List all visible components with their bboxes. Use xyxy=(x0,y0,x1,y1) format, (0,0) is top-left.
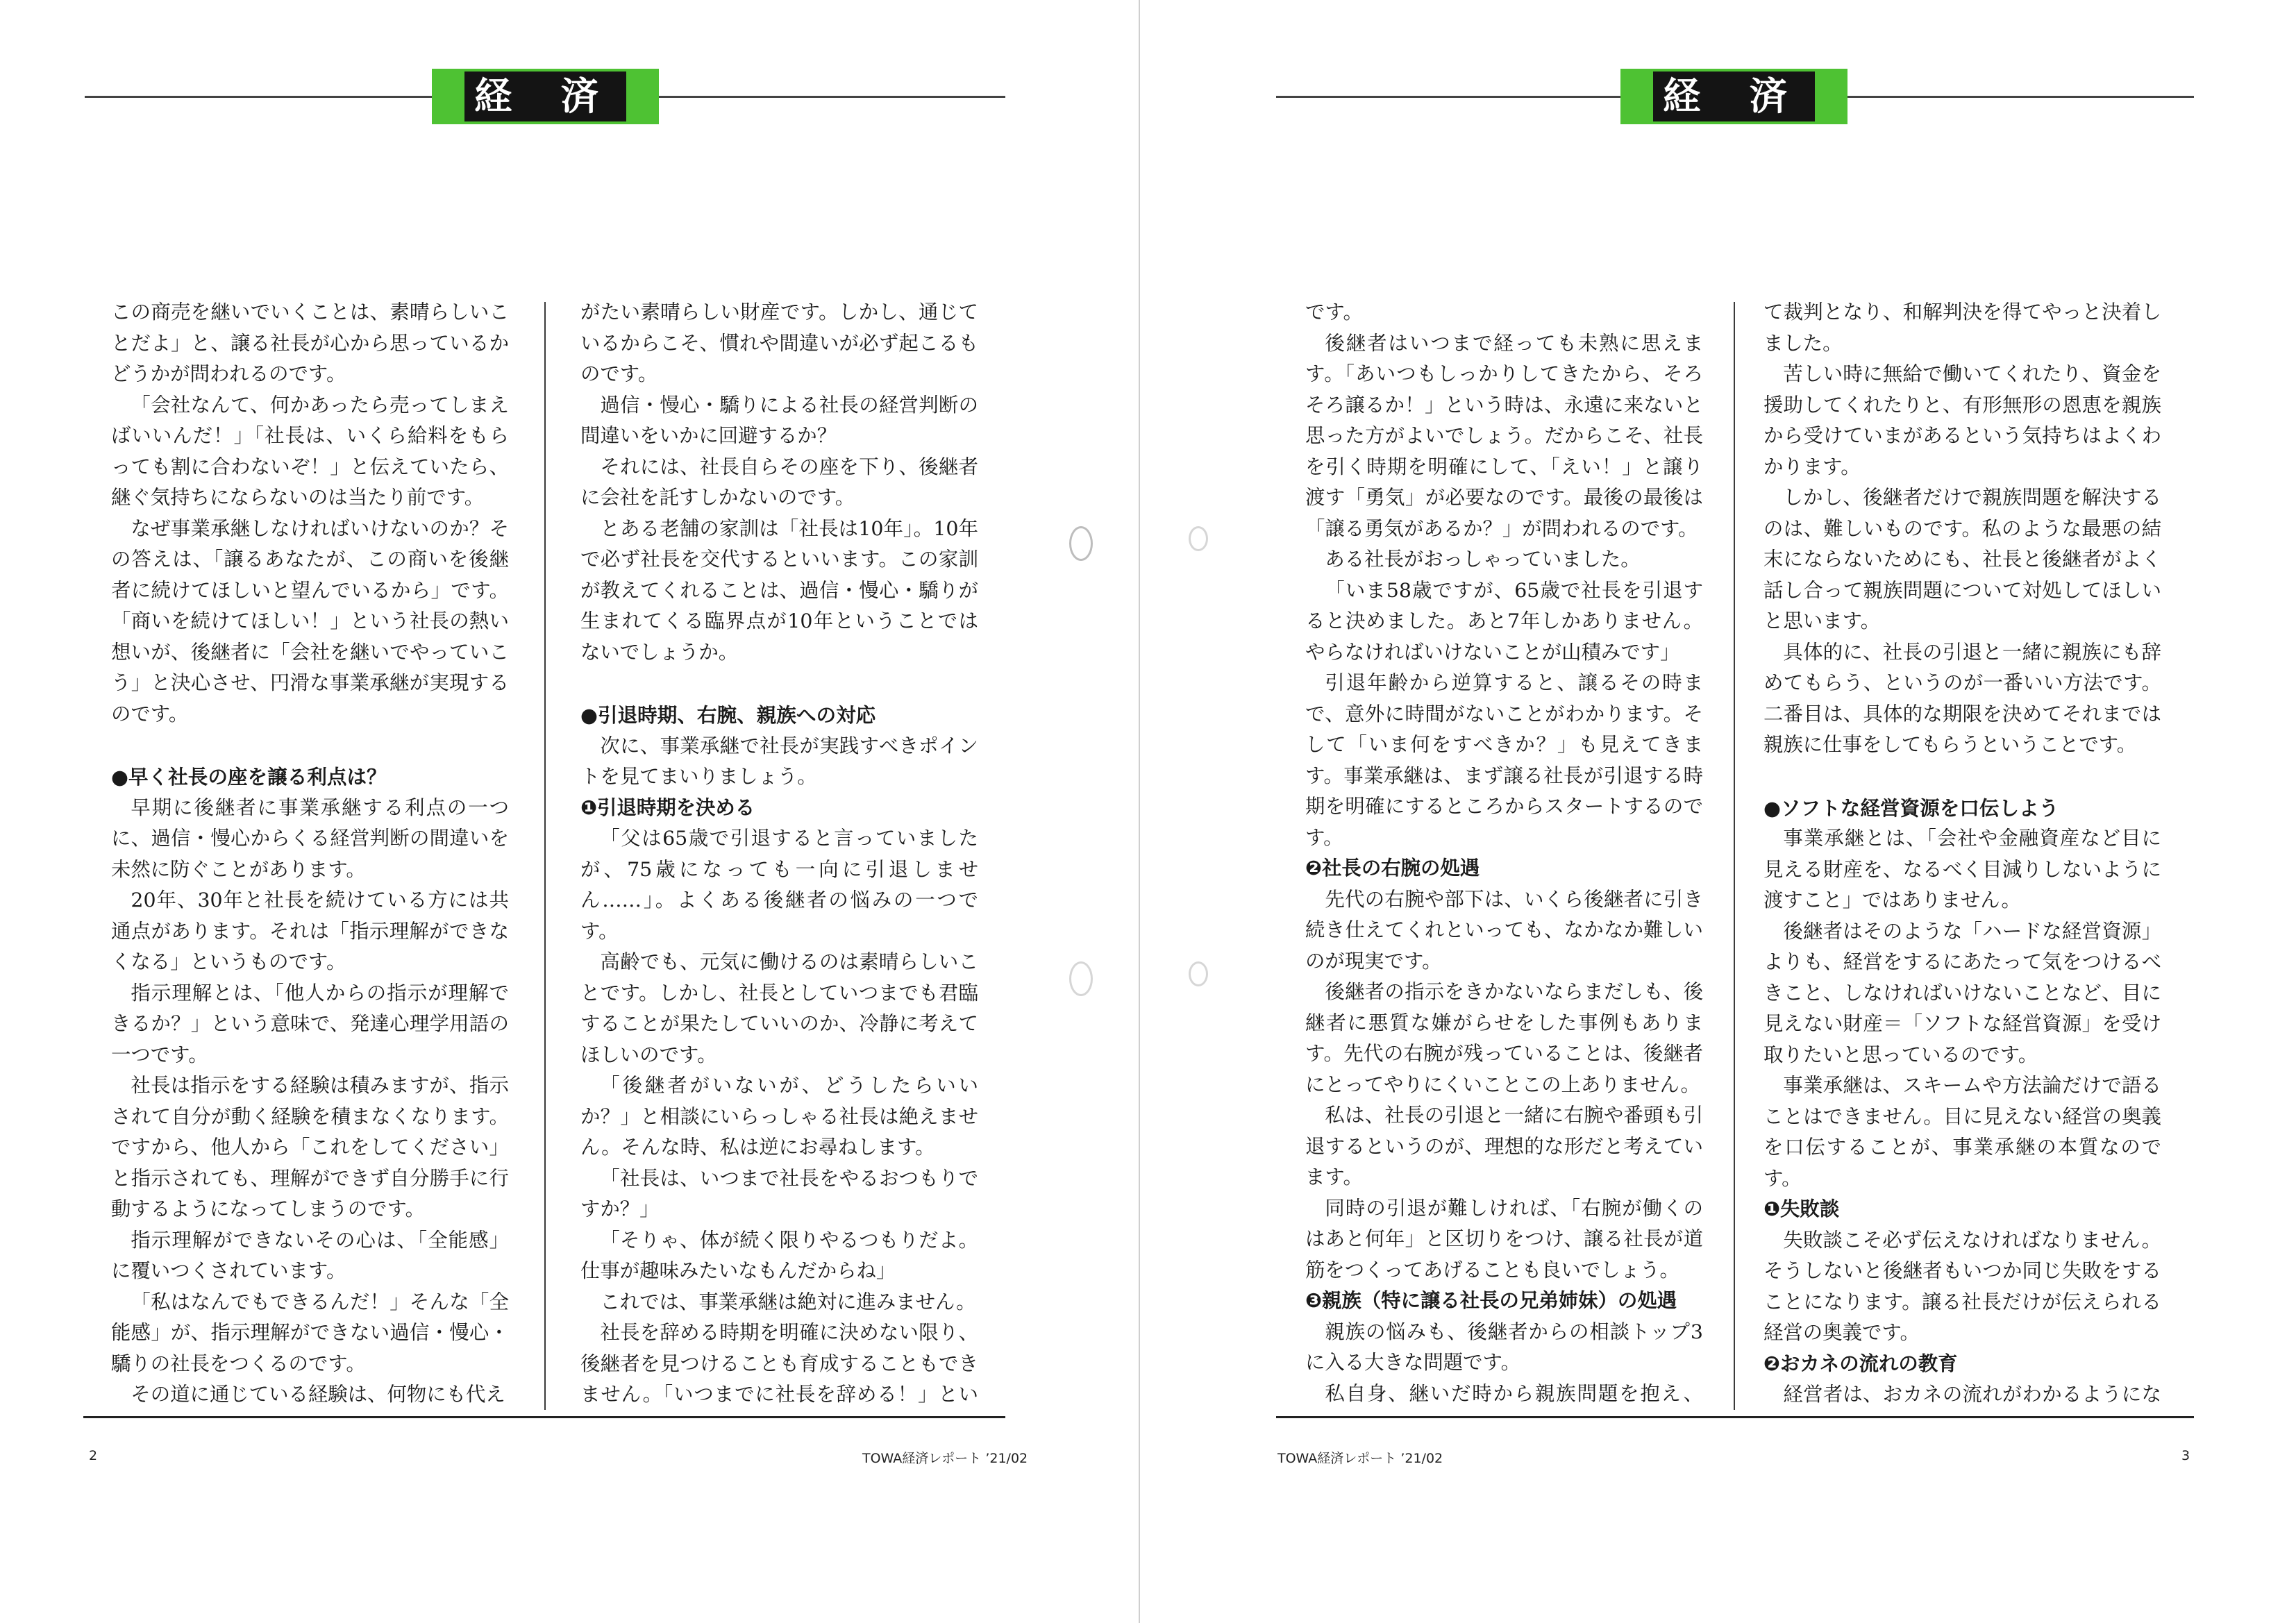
paragraph: です。 xyxy=(1305,301,1363,323)
paragraph: 同時の引退が難しければ、「右腕が働くのはあと何年」と区切りをつけ、譲る社長が道筋をつくってあげることも良いでしょう。 xyxy=(1305,1196,1703,1281)
paragraph: 親族の悩みも、後継者からの相談トップ3に入る大きな問題です。 xyxy=(1305,1320,1703,1374)
paragraph: 「そりゃ、体が続く限りやるつもりだよ。仕事が趣味みたいなもんだからね」 xyxy=(580,1228,978,1282)
section-badge xyxy=(432,69,659,124)
binding-hole-mark xyxy=(1189,961,1208,986)
paragraph: 次に、事業承継で社長が実践すべきポイントを見てまいりましょう。 xyxy=(580,734,978,788)
binding-hole-mark xyxy=(1069,526,1093,561)
paragraph: 過信・慢心・驕りによる社長の経営判断の間違いをいかに回避するか？ xyxy=(580,393,978,447)
paragraph: なぜ事業承継しなければいけないのか？その答えは、「譲るあなたが、この商いを後継者に続けてほしいと望んでいるから」です。「商いを続けてほしい！」という社長の熱い想いが、後継者に「会社を継いでやっていこう」と決心させ、円滑な事業承継が実現するのです。 xyxy=(111,516,509,725)
section-spacer xyxy=(111,730,509,762)
paragraph: 「父は65歳で引退すると言っていましたが、75歳になっても一向に引退しません……」。よくある後継者の悩みの一つです。 xyxy=(580,827,978,943)
paragraph: しかし、後継者だけで親族問題を解決するのは、難しいものです。私のような最悪の結末にならないためにも、社長と後継者がよく話し合って親族問題について対処してほしいと思います。 xyxy=(1763,486,2161,632)
paragraph: これでは、事業承継は絶対に進みません。 xyxy=(600,1290,976,1313)
column-divider xyxy=(1734,302,1735,1410)
paragraph: 事業承継とは、「会社や金融資産など目に見える財産を、なるべく目減りしないように渡すこと」ではありません。 xyxy=(1763,827,2161,911)
right-page xyxy=(1140,0,2279,1623)
paragraph: 「会社なんて、何かあったら売ってしまえばいいんだ！」「社長は、いくら給料をもらっても割に合わないぞ！」と伝えていたら、継ぐ気持ちにならないのは当たり前です。 xyxy=(111,393,509,509)
paragraph: 苦しい時に無給で働いてくれたり、資金を援助してくれたりと、有形無形の恩恵を親族から受けていまがあるという気持ちはよくわかります。 xyxy=(1763,362,2161,478)
footer-rule xyxy=(83,1416,1005,1418)
paragraph: 事業承継は、スキームや方法論だけで語ることはできません。目に見えない経営の奥義を口伝することが、事業承継の本質なのです。 xyxy=(1763,1074,2161,1190)
paragraph: 高齢でも、元気に働けるのは素晴らしいことです。しかし、社長としていつまでも君臨することが果たしていいのか、冷静に考えてほしいのです。 xyxy=(580,950,978,1066)
column-divider xyxy=(544,302,546,1410)
subsection-heading: ❶引退時期を決める xyxy=(580,796,755,819)
paragraph: 経営者は、おカネの流れがわかるようにな xyxy=(1783,1383,2161,1406)
paragraph: 20年、30年と社長を続けている方には共通点があります。それは「指示理解ができなくなる」というものです。 xyxy=(111,889,509,973)
paragraph: 先代の右腕や部下は、いくら後継者に引き続き仕えてくれといっても、なかなか難しいのが現実です。 xyxy=(1305,887,1703,973)
section-spacer xyxy=(580,668,978,700)
subsection-heading: ❷社長の右腕の処遇 xyxy=(1305,857,1480,880)
section-title: 経 済 xyxy=(1653,72,1815,121)
left-page xyxy=(0,0,1139,1623)
binding-hole-mark xyxy=(1189,526,1208,551)
text-column-2 xyxy=(1763,297,2161,1412)
paragraph: 指示理解ができないその心は、「全能感」に覆いつくされています。 xyxy=(111,1228,509,1282)
text-column-1 xyxy=(1305,297,1703,1412)
subsection-heading: ❷おカネの流れの教育 xyxy=(1763,1352,1958,1375)
paragraph: 「私はなんでもできるんだ！」そんな「全能感」が、指示理解ができない過信・慢心・驕りの社長をつくるのです。 xyxy=(111,1290,509,1375)
section-badge xyxy=(1620,69,1847,124)
paragraph: 引退年齢から逆算すると、譲るその時まで、意外に時間がないことがわかります。そして「いま何をすべきか？」も見えてきます。事業承継は、まず譲る社長が引退する時期を明確にするところからスタートするのです。 xyxy=(1305,671,1703,849)
text-column-2 xyxy=(580,297,978,1412)
paragraph: 「いま58歳ですが、65歳で社長を引退すると決めました。あと7年しかありません。やらなければいけないことが山積みです」 xyxy=(1305,578,1703,664)
binding-hole-mark xyxy=(1069,961,1093,996)
paragraph: ある社長がおっしゃっていました。 xyxy=(1325,548,1641,571)
paragraph: とある老舗の家訓は「社長は10年」。10年で必ず社長を交代するといいます。この家訓が教えてくれることは、過信・慢心・驕りが生まれてくる臨界点が10年ということではないでしょうか。 xyxy=(580,516,978,664)
subsection-heading: ❶失敗談 xyxy=(1763,1197,1840,1220)
paragraph: 「後継者がいないが、どうしたらいいか？」と相談にいらっしゃる社長は絶えません。そんな時、私は逆にお尋ねします。 xyxy=(580,1074,978,1159)
subsection-heading: ❸親族（特に譲る社長の兄弟姉妹）の処遇 xyxy=(1305,1289,1677,1312)
paragraph: がたい素晴らしい財産です。しかし、通じているからこそ、慣れや間違いが必ず起こるものです。 xyxy=(580,301,978,385)
paragraph: 早期に後継者に事業承継する利点の一つに、過信・慢心からくる経営判断の間違いを未然に防ぐことがあります。 xyxy=(111,796,509,881)
paragraph: て裁判となり、和解判決を得てやっと決着しました。 xyxy=(1763,301,2161,355)
paragraph: 「社長は、いつまで社長をやるおつもりですか？」 xyxy=(580,1166,978,1220)
paragraph: 後継者はいつまで経っても未熟に思えます。「あいつもしっかりしてきたから、そろそろ譲るか！」という時は、永遠に来ないと思った方がよいでしょう。だからこそ、社長を引く時期を明確にして、「えい！」と譲り渡す「勇気」が必要なのです。最後の最後は「譲る勇気があるか？」が問われるのです。 xyxy=(1305,331,1703,540)
section-heading: ●早く社長の座を譲る利点は？ xyxy=(111,765,387,789)
paragraph: 私自身、継いだ時から親族問題を抱え、 xyxy=(1325,1381,1703,1405)
footer-publication: TOWA経済レポート ’21/02 xyxy=(862,1451,1028,1466)
page-number: 3 xyxy=(2181,1448,2190,1463)
text-column-1 xyxy=(111,297,509,1412)
section-heading: ●引退時期、右腕、親族への対応 xyxy=(580,703,876,727)
section-spacer xyxy=(1763,761,2161,793)
paragraph: 失敗談こそ必ず伝えなければなりません。そうしないと後継者もいつか同じ失敗をすることになります。譲る社長だけが伝えられる経営の奥義です。 xyxy=(1763,1228,2161,1344)
footer-rule xyxy=(1276,1416,2194,1418)
section-heading: ●ソフトな経営資源を口伝しよう xyxy=(1763,796,2059,820)
paragraph: その道に通じている経験は、何物にも代え xyxy=(131,1383,505,1406)
section-title: 経 済 xyxy=(464,72,626,121)
paragraph: 社長を辞める時期を明確に決めない限り、後継者を見つけることも育成することもできません。「いつまでに社長を辞める！」とい xyxy=(580,1321,978,1406)
paragraph: この商売を継いでいくことは、素晴らしいことだよ」と、譲る社長が心から思っているかどうかが問われるのです。 xyxy=(111,301,509,385)
page-number: 2 xyxy=(89,1448,98,1463)
footer-publication: TOWA経済レポート ’21/02 xyxy=(1277,1451,1443,1466)
paragraph: 後継者の指示をきかないならまだしも、後継者に悪質な嫌がらせをした事例もあります。先代の右腕が残っていることは、後継者にとってやりにくいことこの上ありません。 xyxy=(1305,980,1703,1096)
paragraph: 具体的に、社長の引退と一緒に親族にも辞めてもらう、というのが一番いい方法です。二番目は、具体的な期限を決めてそれまでは親族に仕事をしてもらうということです。 xyxy=(1763,640,2161,756)
paragraph: それには、社長自らその座を下り、後継者に会社を託すしかないのです。 xyxy=(580,455,978,509)
paragraph: 私は、社長の引退と一緒に右腕や番頭も引退するというのが、理想的な形だと考えています。 xyxy=(1305,1104,1703,1188)
paragraph: 指示理解とは、「他人からの指示が理解できるか？」という意味で、発達心理学用語の一つです。 xyxy=(111,981,509,1066)
paragraph: 社長は指示をする経験は積みますが、指示されて自分が動く経験を積まなくなります。ですから、他人から「これをしてください」と指示されても、理解ができず自分勝手に行動するようになってしまうのです。 xyxy=(111,1074,509,1220)
paragraph: 後継者はそのような「ハードな経営資源」よりも、経営をするにあたって気をつけるべきこと、しなければいけないことなど、目に見えない財産＝「ソフトな経営資源」を受け取りたいと思っているのです。 xyxy=(1763,919,2161,1066)
